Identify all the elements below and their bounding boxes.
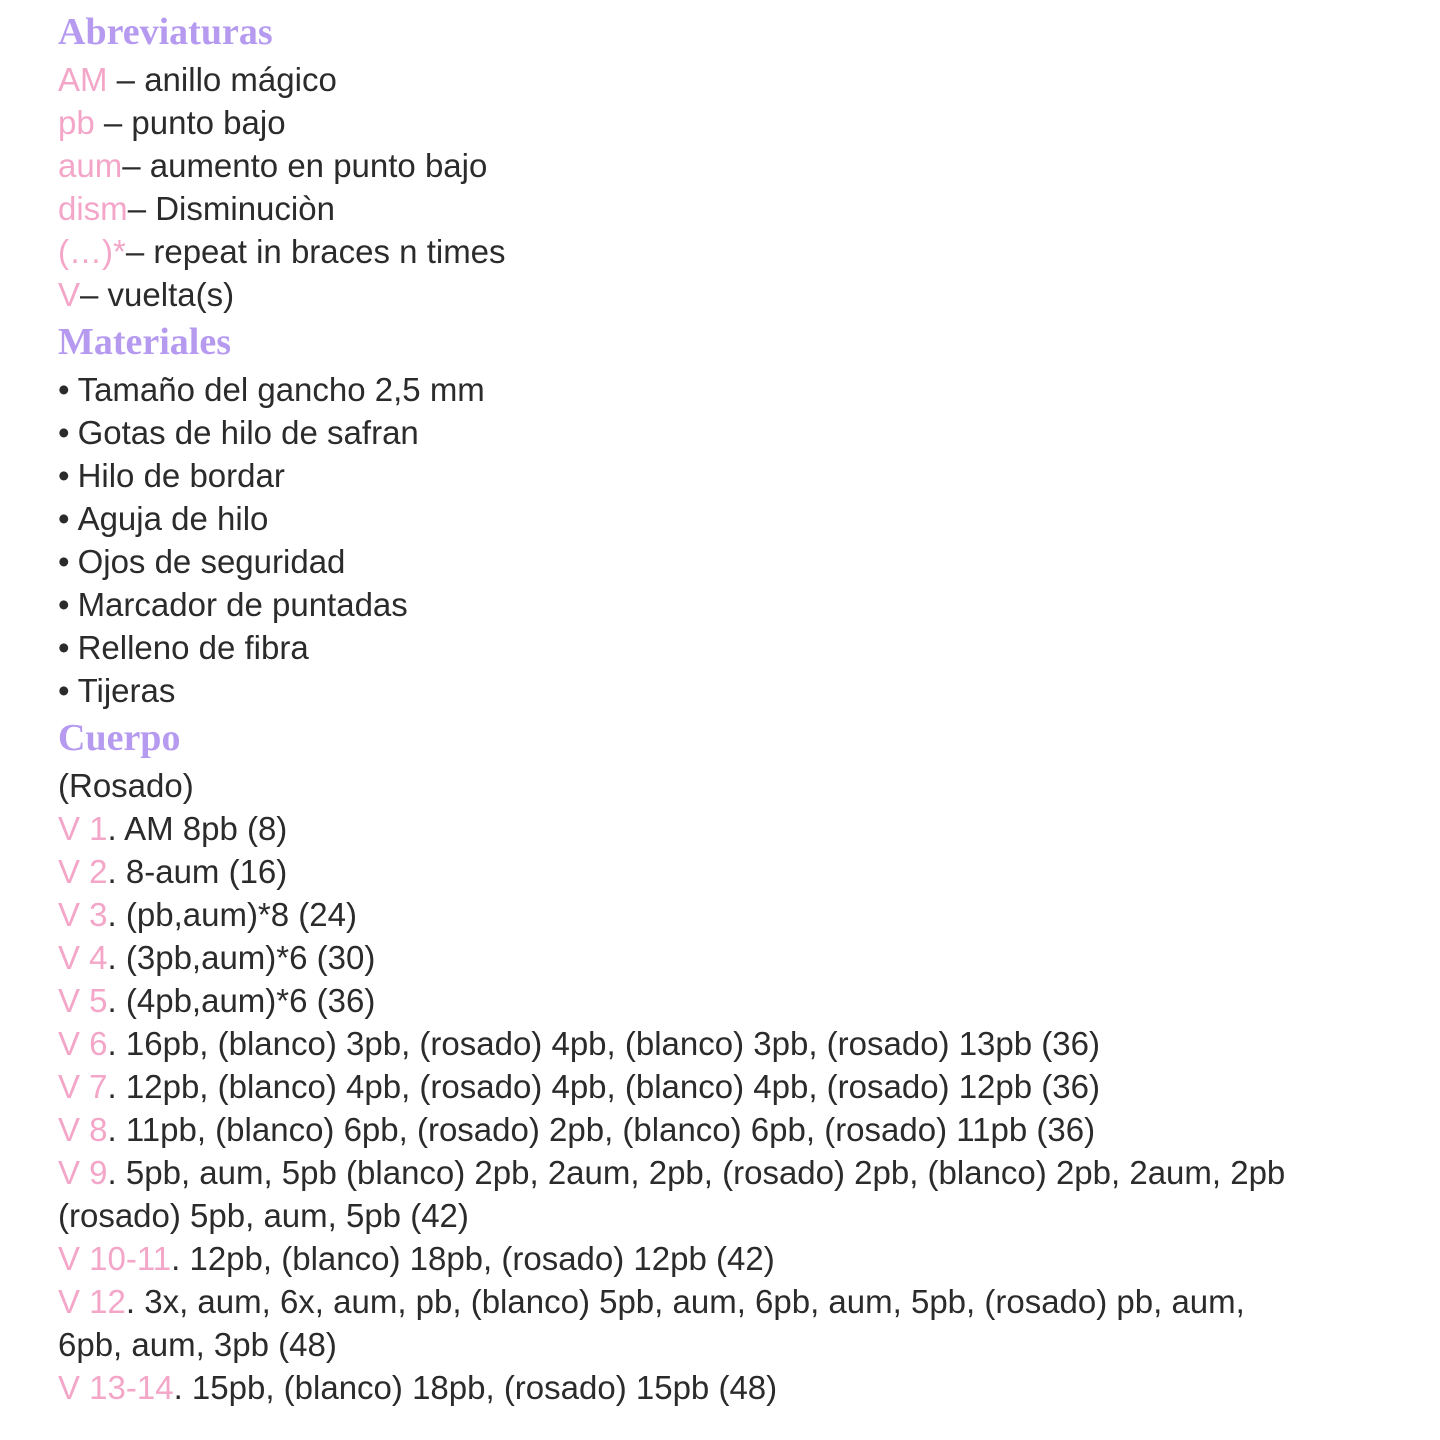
row-instructions: . 12pb, (blanco) 18pb, (rosado) 12pb (42) [171, 1240, 775, 1277]
abbreviation-description: anillo mágico [144, 61, 337, 98]
pattern-row [58, 1151, 1440, 1194]
abbreviation-separator: – [80, 276, 108, 313]
row-label: V 13-14 [58, 1369, 174, 1406]
row-instructions: . (3pb,aum)*6 (30) [107, 939, 376, 976]
abbreviation-item [58, 144, 1440, 187]
abbreviations-list [58, 58, 1440, 316]
row-label: V 3 [58, 896, 108, 933]
material-label: Hilo de bordar [77, 457, 285, 494]
bullet-icon: • [58, 672, 70, 709]
abbreviation-item [58, 58, 1440, 101]
material-label: Aguja de hilo [77, 500, 269, 537]
abbreviation-description: repeat in braces n times [153, 233, 506, 270]
row-instructions: . (4pb,aum)*6 (36) [107, 982, 376, 1019]
body-rows [58, 807, 1440, 1409]
abbreviation-item [58, 187, 1440, 230]
body-heading: Cuerpo [58, 717, 181, 759]
material-item [58, 540, 1440, 583]
row-label: V 4 [58, 939, 108, 976]
material-label: Relleno de fibra [77, 629, 309, 666]
materials-list [58, 368, 1440, 712]
row-label: V 6 [58, 1025, 108, 1062]
material-item [58, 411, 1440, 454]
body-color-note: (Rosado) [58, 767, 194, 804]
pattern-row [58, 936, 1440, 979]
row-instructions: . 16pb, (blanco) 3pb, (rosado) 4pb, (blanco) 3pb, (rosado) 13pb (36) [107, 1025, 1100, 1062]
abbreviation-description: vuelta(s) [107, 276, 235, 313]
row-label: V 9 [58, 1154, 108, 1191]
abbreviations-heading: Abreviaturas [58, 11, 273, 53]
abbreviation-term: AM [58, 61, 108, 98]
pattern-document [58, 6, 1440, 1409]
bullet-icon: • [58, 371, 70, 408]
abbreviation-separator: – [127, 190, 156, 227]
bullet-icon: • [58, 586, 70, 623]
material-label: Tijeras [77, 672, 176, 709]
row-label: V 12 [58, 1283, 126, 1320]
material-label: Marcador de puntadas [77, 586, 408, 623]
row-label: V 5 [58, 982, 108, 1019]
material-item [58, 368, 1440, 411]
row-label: V 7 [58, 1068, 108, 1105]
abbreviation-item [58, 101, 1440, 144]
abbreviation-item [58, 230, 1440, 273]
pattern-row [58, 1366, 1440, 1409]
row-instructions: . 11pb, (blanco) 6pb, (rosado) 2pb, (blanco) 6pb, (rosado) 11pb (36) [107, 1111, 1096, 1148]
row-instructions: . AM 8pb (8) [107, 810, 288, 847]
pattern-row [58, 1108, 1440, 1151]
pattern-row-continuation: 6pb, aum, 3pb (48) [58, 1326, 337, 1363]
abbreviation-term: aum [58, 147, 123, 184]
abbreviation-separator: – [122, 147, 150, 184]
row-instructions: . (pb,aum)*8 (24) [107, 896, 357, 933]
row-instructions: . 8-aum (16) [107, 853, 288, 890]
pattern-row [58, 807, 1440, 850]
pattern-row [58, 1237, 1440, 1280]
row-instructions: . 5pb, aum, 5pb (blanco) 2pb, 2aum, 2pb, (rosado) 2pb, (blanco) 2pb, 2aum, 2pb [107, 1154, 1286, 1191]
material-item [58, 626, 1440, 669]
row-label: V 1 [58, 810, 108, 847]
bullet-icon: • [58, 629, 70, 666]
bullet-icon: • [58, 457, 70, 494]
material-label: Tamaño del gancho 2,5 mm [77, 371, 485, 408]
material-item [58, 669, 1440, 712]
abbreviation-description: punto bajo [131, 104, 286, 141]
row-instructions: . 12pb, (blanco) 4pb, (rosado) 4pb, (blanco) 4pb, (rosado) 12pb (36) [107, 1068, 1100, 1105]
abbreviation-term: dism [58, 190, 128, 227]
materials-heading: Materiales [58, 321, 232, 363]
pattern-row [58, 1022, 1440, 1065]
pattern-row [58, 1065, 1440, 1108]
material-item [58, 454, 1440, 497]
row-instructions: . 15pb, (blanco) 18pb, (rosado) 15pb (48) [173, 1369, 778, 1406]
row-label: V 8 [58, 1111, 108, 1148]
abbreviation-separator: – [94, 104, 132, 141]
abbreviation-term: V [58, 276, 81, 313]
material-label: Ojos de seguridad [77, 543, 346, 580]
bullet-icon: • [58, 543, 70, 580]
pattern-row [58, 893, 1440, 936]
abbreviation-item [58, 273, 1440, 316]
row-instructions: . 3x, aum, 6x, aum, pb, (blanco) 5pb, aum, 6pb, aum, 5pb, (rosado) pb, aum, [125, 1283, 1245, 1320]
pattern-row [58, 850, 1440, 893]
abbreviation-separator: – [107, 61, 145, 98]
material-label: Gotas de hilo de safran [77, 414, 419, 451]
bullet-icon: • [58, 500, 70, 537]
pattern-row [58, 1280, 1440, 1323]
bullet-icon: • [58, 414, 70, 451]
abbreviation-description: aumento en punto bajo [149, 147, 488, 184]
abbreviation-term: pb [58, 104, 95, 141]
material-item [58, 497, 1440, 540]
abbreviation-separator: – [125, 233, 154, 270]
pattern-row [58, 979, 1440, 1022]
row-label: V 10-11 [58, 1240, 172, 1277]
abbreviation-description: Disminuciòn [155, 190, 335, 227]
pattern-row-continuation: (rosado) 5pb, aum, 5pb (42) [58, 1197, 469, 1234]
material-item [58, 583, 1440, 626]
abbreviation-term: (…)* [58, 233, 126, 270]
row-label: V 2 [58, 853, 108, 890]
